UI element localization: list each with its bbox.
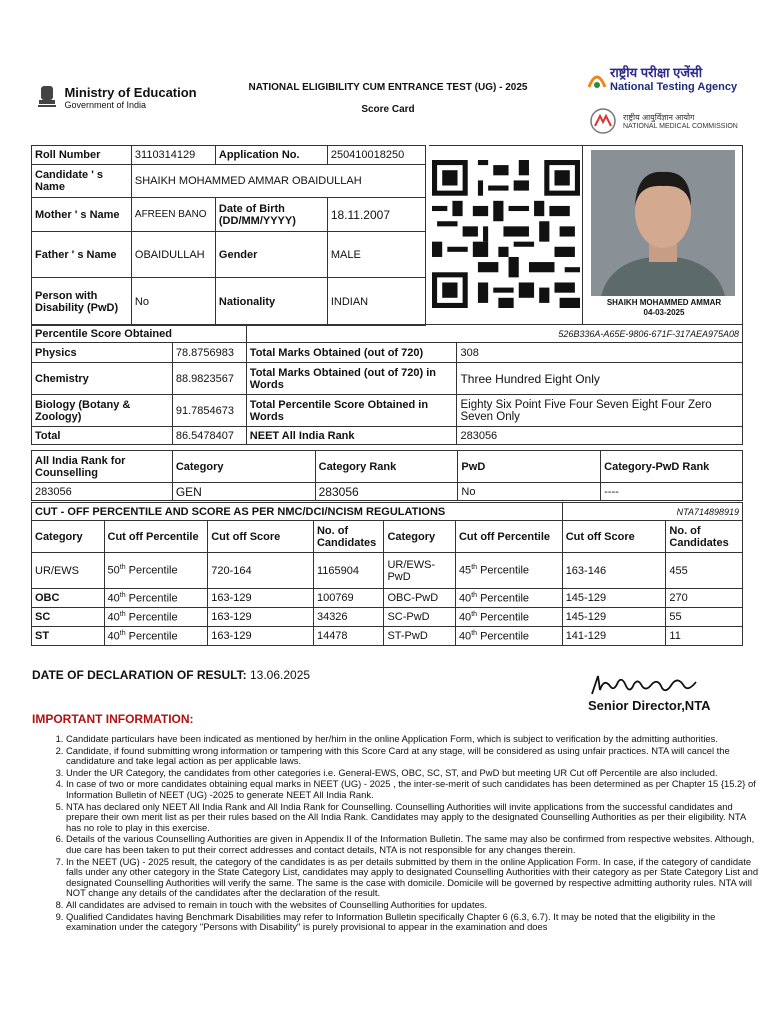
biology-label: Biology (Botany & Zoology) — [32, 395, 173, 427]
cutoff-cell: 100769 — [313, 589, 383, 608]
table-row — [32, 627, 743, 646]
cutoff-cell: UR/EWS-PwD — [384, 553, 456, 589]
mother-name-value: AFREEN BANO — [131, 198, 215, 232]
cutoff-title: CUT - OFF PERCENTILE AND SCORE AS PER NMC/DCI/NCISM REGULATIONS — [32, 503, 563, 521]
photo-name: SHAIKH MOHAMMED AMMAR — [606, 298, 722, 307]
nmc-logo — [586, 108, 738, 134]
cutoff-cell: 141-129 — [562, 627, 666, 646]
percentile-section-label: Percentile Score Obtained — [32, 325, 247, 343]
cutoff-cell: 1165904 — [313, 553, 383, 589]
cutoff-cell: 34326 — [313, 608, 383, 627]
category-pwd-rank-header: Category-PwD Rank — [601, 451, 743, 483]
nationality-label: Nationality — [215, 278, 327, 326]
signature-icon — [588, 672, 708, 700]
cutoff-header: No. of Candidates — [313, 521, 383, 553]
cutoff-cell: 40th Percentile — [104, 627, 208, 646]
cutoff-header: No. of Candidates — [666, 521, 743, 553]
total-marks-label: Total Marks Obtained (out of 720) — [246, 343, 457, 363]
important-info-heading: IMPORTANT INFORMATION: — [32, 712, 194, 726]
declaration-value: 13.06.2025 — [250, 668, 311, 682]
important-notes-list — [48, 734, 762, 934]
cutoff-cell: SC — [32, 608, 105, 627]
nta-emblem-icon — [586, 67, 608, 93]
cutoff-header: Cut off Percentile — [104, 521, 208, 553]
declaration-date — [32, 668, 310, 682]
government-name: Government of India — [64, 100, 146, 110]
dob-value: 18.11.2007 — [327, 198, 425, 232]
chemistry-label: Chemistry — [32, 363, 173, 395]
category-value: GEN — [172, 483, 315, 501]
gender-value: MALE — [327, 232, 425, 278]
roll-label: Roll Number — [32, 146, 132, 165]
list-item: 8. All candidates are advised to remain in touch with the websites of Counselling Authorities for updates. — [66, 900, 762, 911]
roll-value: 3110314129 — [131, 146, 215, 165]
nta-hindi-name: राष्ट्रीय परीक्षा एजेंसी — [610, 65, 703, 80]
physics-label: Physics — [32, 343, 173, 363]
cutoff-cell: 163-129 — [208, 608, 314, 627]
photo-date: 04-03-2025 — [643, 308, 685, 317]
physics-value: 78.8756983 — [172, 343, 246, 363]
list-item: 6. Details of the various Counselling Authorities are given in Appendix II of the Information Bulletin. The same may also be confirmed from respective websites. Although, due care has been taken to put their correct addresses and contact details, NTA is not responsible for any changes therein. — [66, 834, 762, 855]
marks-words-label: Total Marks Obtained (out of 720) in Words — [246, 363, 457, 395]
cutoff-cell: 455 — [666, 553, 743, 589]
dob-label: Date of Birth (DD/MM/YYYY) — [215, 198, 327, 232]
counselling-rank-header: All India Rank for Counselling — [32, 451, 173, 483]
biology-value: 91.7854673 — [172, 395, 246, 427]
cutoff-cell: 40th Percentile — [455, 627, 562, 646]
pwd-value-counselling: No — [458, 483, 601, 501]
exam-title: NATIONAL ELIGIBILITY CUM ENTRANCE TEST (UG) - 2025 — [248, 82, 528, 93]
father-name-value: OBAIDULLAH — [131, 232, 215, 278]
cutoff-cell: 40th Percentile — [455, 589, 562, 608]
gender-label: Gender — [215, 232, 327, 278]
cutoff-cell: 50th Percentile — [104, 553, 208, 589]
category-rank-value: 283056 — [315, 483, 458, 501]
cutoff-cell: ST — [32, 627, 105, 646]
category-rank-header: Category Rank — [315, 451, 458, 483]
photo-divider — [582, 145, 583, 324]
list-item: 3. Under the UR Category, the candidates from other categories i.e. General-EWS, OBC, SC, ST, and PwD but meeting UR Cut off Percentile are also included. — [66, 768, 762, 779]
signatory-role: Senior Director,NTA — [588, 698, 711, 713]
percentile-words-label: Total Percentile Score Obtained in Words — [246, 395, 457, 427]
cutoff-cell: 40th Percentile — [104, 608, 208, 627]
marks-words-value: Three Hundred Eight Only — [457, 363, 743, 395]
cutoff-cell: 55 — [666, 608, 743, 627]
cutoff-cell: 145-129 — [562, 589, 666, 608]
cutoff-cell: 145-129 — [562, 608, 666, 627]
air-value: 283056 — [457, 427, 743, 445]
candidate-name-label: Candidate ' s Name — [32, 165, 132, 198]
cutoff-cell: 11 — [666, 627, 743, 646]
ministry-name: Ministry of Education — [64, 85, 197, 100]
cutoff-cell: 14478 — [313, 627, 383, 646]
cutoff-cell: 720-164 — [208, 553, 314, 589]
application-value: 250410018250 — [327, 146, 425, 165]
mother-name-label: Mother ' s Name — [32, 198, 132, 232]
cutoff-cell: 163-129 — [208, 589, 314, 608]
nmc-emblem-icon — [586, 108, 620, 134]
pwd-value: No — [131, 278, 215, 326]
scores-table — [31, 324, 743, 445]
candidate-photo — [591, 150, 735, 296]
cutoff-table — [31, 502, 743, 646]
table-row — [32, 589, 743, 608]
cutoff-cell: 163-146 — [562, 553, 666, 589]
list-item: 1. Candidate particulars have been indicated as mentioned by her/him in the online Application Form, which is subject to verification by the admitting authorities. — [66, 734, 762, 745]
nmc-hindi-name: राष्ट्रीय आयुर्विज्ञान आयोग — [623, 113, 695, 122]
cutoff-header: Cut off Score — [562, 521, 666, 553]
total-percentile-label: Total — [32, 427, 173, 445]
nta-english-name: National Testing Agency — [610, 81, 738, 93]
application-label: Application No. — [215, 146, 327, 165]
cutoff-code: NTA714898919 — [562, 503, 742, 521]
cutoff-cell: OBC — [32, 589, 105, 608]
cutoff-header: Category — [384, 521, 456, 553]
cutoff-cell: 40th Percentile — [455, 608, 562, 627]
cutoff-cell: ST-PwD — [384, 627, 456, 646]
candidate-portrait-icon — [591, 150, 735, 296]
total-marks-value: 308 — [457, 343, 743, 363]
counselling-rank-value: 283056 — [32, 483, 173, 501]
candidate-name-value: SHAIKH MOHAMMED AMMAR OBAIDULLAH — [131, 165, 425, 198]
category-pwd-rank-value: ---- — [601, 483, 743, 501]
nationality-value: INDIAN — [327, 278, 425, 326]
declaration-label: DATE OF DECLARATION OF RESULT: — [32, 668, 247, 682]
total-percentile-value: 86.5478407 — [172, 427, 246, 445]
table-row — [32, 608, 743, 627]
list-item: 9. Qualified Candidates having Benchmark Disabilities may refer to Information Bulletin specifically Chapter 6 (6.3, 6.7). It may be noted that the eligibility in the examination under the category "Persons with Disability" is purely provisional to appear in the examination and does — [66, 912, 762, 933]
pwd-header: PwD — [458, 451, 601, 483]
nmc-english-name: NATIONAL MEDICAL COMMISSION — [623, 123, 738, 130]
cutoff-cell: 40th Percentile — [104, 589, 208, 608]
list-item: 5. NTA has declared only NEET All India Rank and All India Rank for Counselling. Counselling Authorities will invite applications from the successful candidates and prepare their own merit list as per their rules based on the All India Rank. Candidates may apply to the designated Counselling Authorities as per their eligibility. NTA has no role to play in this exercise. — [66, 802, 762, 834]
score-card-title: Score Card — [361, 104, 415, 115]
list-item: 7. In the NEET (UG) - 2025 result, the category of the candidates is as per details submitted by them in the online Application Form. In case, if the category of candidate falls under any other category in the State Category List, candidates may apply to designated Counselling Authorities with their category as per State Category List and designated Counselling Authorities will verify the same. The same is the case with domicile. Domicile will be governed by respective admitting authority rules. NTA will NOT change any details of the candidates after the declaration of the result. — [66, 857, 762, 899]
cutoff-cell: OBC-PwD — [384, 589, 456, 608]
photo-caption — [585, 298, 743, 318]
cutoff-cell: SC-PwD — [384, 608, 456, 627]
cutoff-cell: 45th Percentile — [455, 553, 562, 589]
cutoff-header: Cut off Percentile — [455, 521, 562, 553]
chemistry-value: 88.9823567 — [172, 363, 246, 395]
cutoff-cell: 270 — [666, 589, 743, 608]
nta-logo — [586, 66, 737, 94]
list-item: 4. In case of two or more candidates obtaining equal marks in NEET (UG) - 2025 , the inter-se-merit of such candidates has been determined as per Chapter 15 {15.2} of Information Bulletin of NEET (UG) -2025 to generate NEET All India Rank. — [66, 779, 762, 800]
cutoff-header: Cut off Score — [208, 521, 314, 553]
percentile-words-value: Eighty Six Point Five Four Seven Eight Four Zero Seven Only — [457, 395, 743, 427]
air-label: NEET All India Rank — [246, 427, 457, 445]
cutoff-header: Category — [32, 521, 105, 553]
counselling-table — [31, 450, 743, 501]
table-row — [32, 553, 743, 589]
father-name-label: Father ' s Name — [32, 232, 132, 278]
pwd-label: Person with Disability (PwD) — [32, 278, 132, 326]
cutoff-cell: UR/EWS — [32, 553, 105, 589]
score-hash: 526B336A-A65E-9806-671F-317AEA975A08 — [246, 325, 742, 343]
cutoff-cell: 163-129 — [208, 627, 314, 646]
category-header: Category — [172, 451, 315, 483]
qr-code-icon — [432, 160, 580, 308]
list-item: 2. Candidate, if found submitting wrong information or tampering with this Score Card at any stage, will be considered as using unfair practices. NTA will cancel the candidature and take legal action as per applicable laws. — [66, 746, 762, 767]
